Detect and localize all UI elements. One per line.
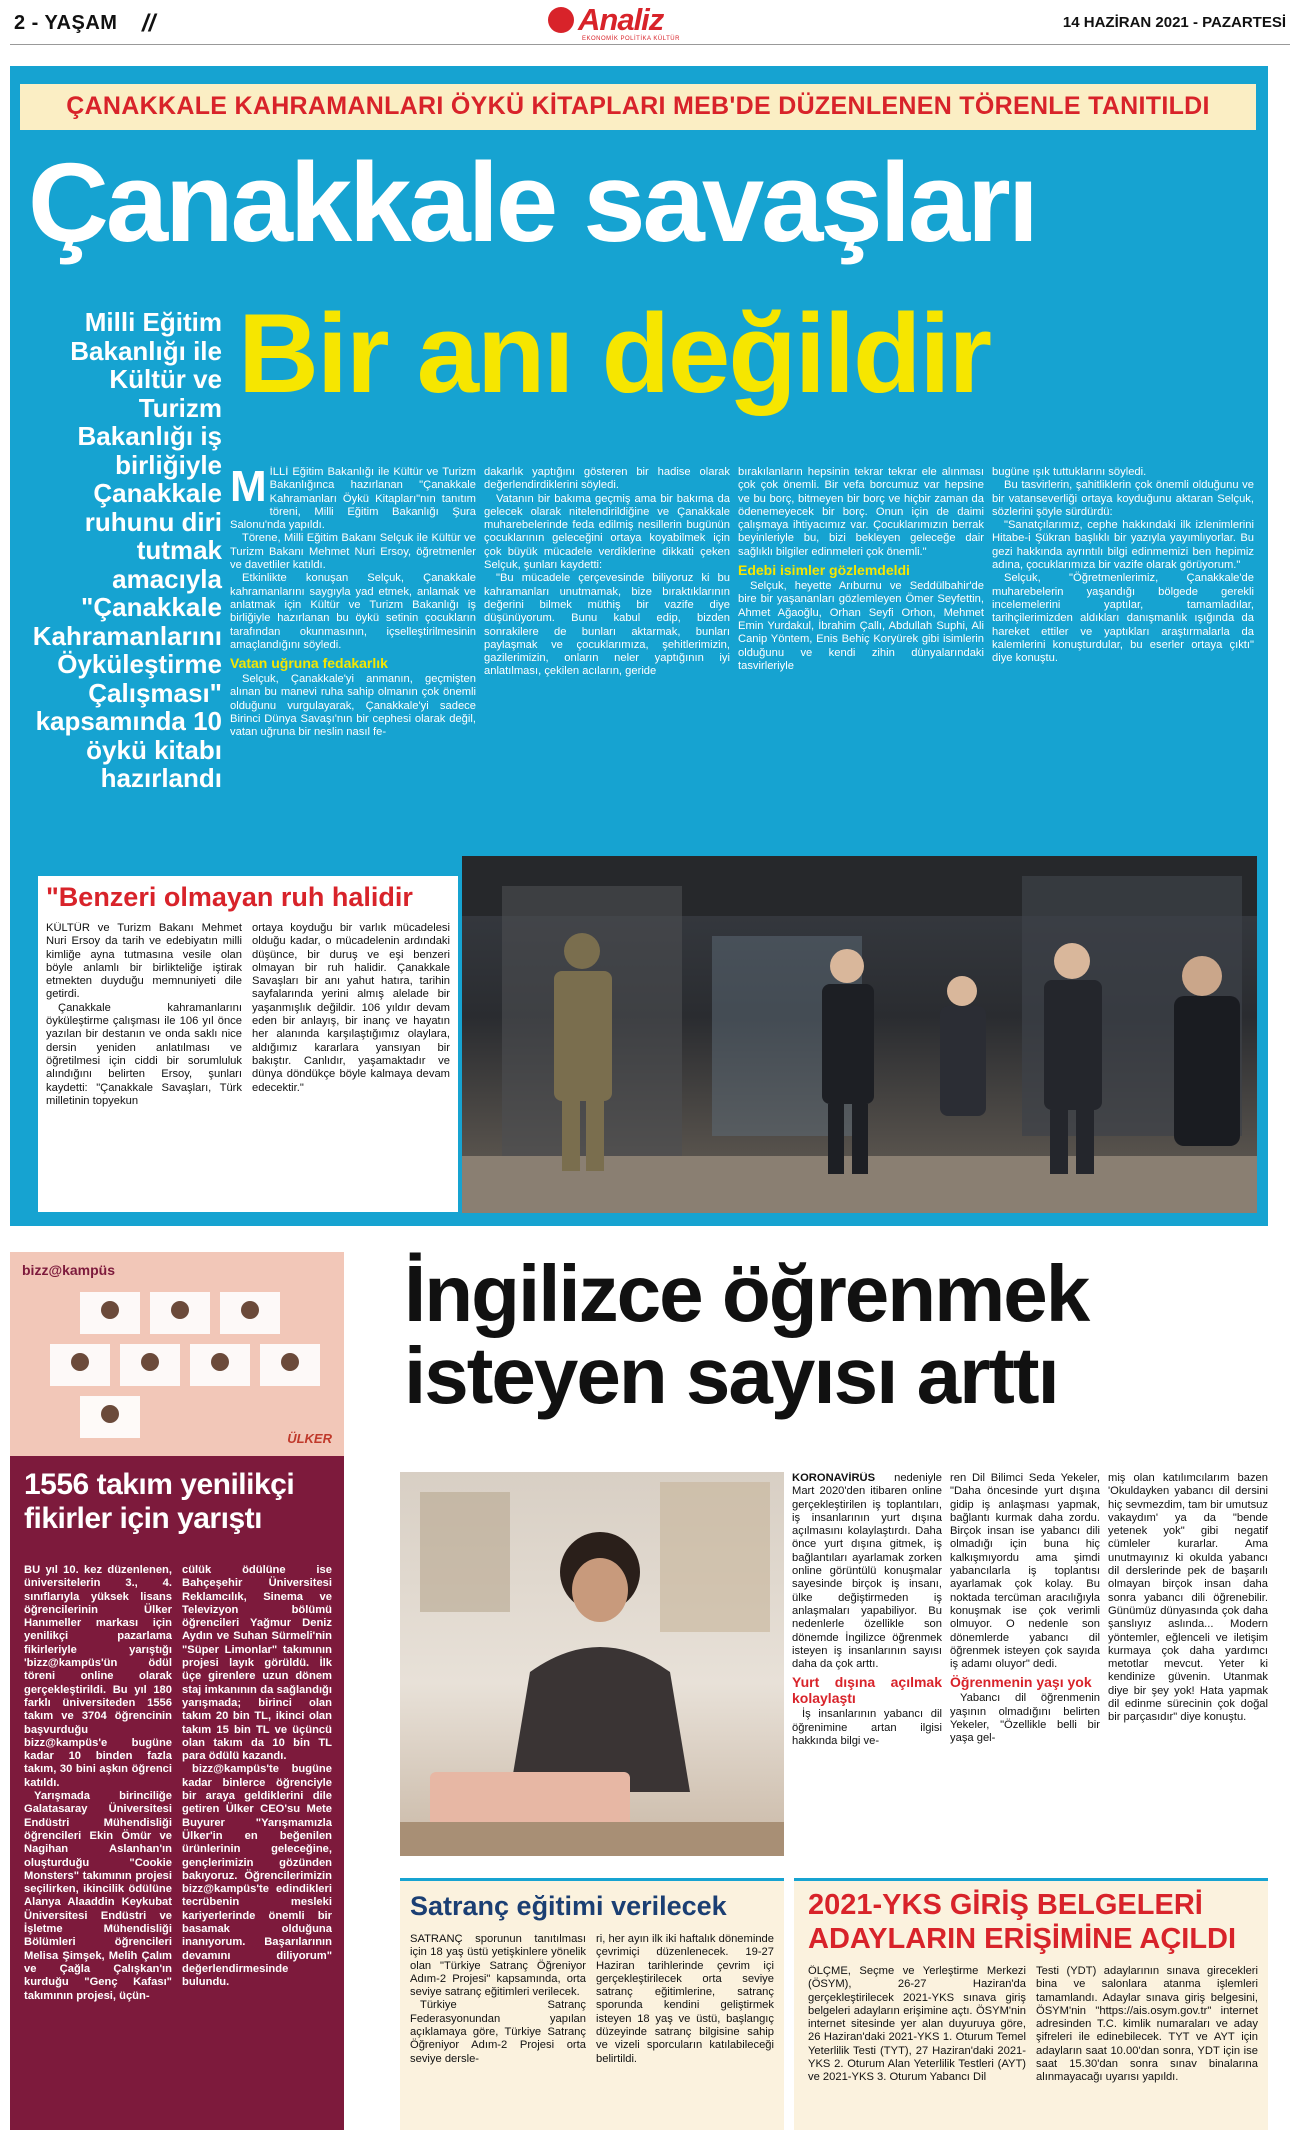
body-paragraph: bırakılanların hepsinin tekrar tekrar ele alınması çok çok önemli. Bir vefa borcumuz var hepsine ve bu borç, bitmeyen bir borç ve hiçbir zaman da ödenemeyecek bir borç. Onun için de daimi çalışmaya ihtiyacımız var. Çocuklarımızın berrak beyinleriyle bu, bizi bekleyen geleceğe dair sağlıklı bilgiler edinmeleri çok önemli." [738,466,984,558]
body-paragraph: ÖLÇME, Seçme ve Yerleştirme Merkezi (ÖSYM), 26-27 Haziran'da gerçekleştirilecek 2021-YKS sınava giriş belgeleri adayların erişimine açtı. ÖSYM'nin internet sitesinde yer alan duyuruya göre, 26 Haziran'daki 2021-YKS 1. Oturum Temel Yeterlilik Testi (TYT), 27 Haziran'daki 2021-YKS 2. Oturum Alan Yeterlilik Testleri (AYT) ve 2021-YKS 3. Oturum Yabancı Dil [808,1965,1026,2084]
body-paragraph: bizz@kampüs'te bugüne kadar binlerce öğrenciyle bir araya geldiklerini dile getiren Ülker CEO'su Mete Buyurer "Yarışmamızla Ülker'in en beğenilen ürünlerinin geleceğine, gençlerimizin gözünden bakıyoruz. Öğrencilerimizin bizz@kampüs'te edindikleri tecrübenin mesleki kariyerlerinde önemli bir basamak olduğuna inanıyorum. Başarılarının devamını diliyorum" değerlendirmesinde bulundu. [182,1763,332,1989]
video-call-grid [10,1252,344,1456]
body-paragraph: Etkinlikte konuşan Selçuk, Çanakkale kahramanlarını saygıyla yad etmek, anlamak ve anlatmak için Kültür ve Turizm Bakanlığı iş birliğiyle hazırlanan bu öykü setinin çocukların tarafından okunmasının, içselleştirilmesinin amaçlandığını söyledi. [230,572,476,651]
body-paragraph: SATRANÇ sporunun tanıtılması için 18 yaş üstü yetişkinlere yönelik olan "Türkiye Satranç Öğreniyor Adım-2 Projesi" kapsamında, orta seviye satranç eğitimleri verilecek. [410,1933,586,1999]
body-paragraph: bugüne ışık tuttuklarını söyledi. [992,466,1147,478]
body-column-2 [1036,1965,1258,2129]
sponsor-brand: ÜLKER [287,1431,332,1446]
article-headline-2: ADAYLARIN ERİŞİMİNE AÇILDI [808,1923,1237,1955]
article-headline-1: 2021-YKS GİRİŞ BELGELERİ [808,1889,1203,1921]
ministers-museum-photo [462,856,1257,1213]
photo-scene [400,1472,784,1856]
body-paragraph: Türkiye Satranç Federasyonundan yapılan açıklamaya göre, Türkiye Satranç Öğreniyor Adım-2 Projesi orta seviye dersle- [410,1999,586,2065]
body-paragraph: İş insanlarının yabancı dil öğrenimine artan ilgisi hakkında bilgi ve- [792,1708,942,1748]
article-headline: 1556 takım yenilikçi fikirler için yarıştı [24,1468,295,1535]
lead-keyword: KORONAVİRÜS [792,1472,876,1484]
issue-date: 14 HAZİRAN 2021 - PAZARTESİ [1062,14,1286,31]
page-header [0,0,1300,46]
article-headline: Satranç eğitimi verilecek [410,1891,727,1921]
header-rule [10,44,1290,45]
body-paragraph: "Sanatçılarımız, cephe hakkındaki ilk izlenimlerini Hitabe-i Şükran başlıklı bir yazıyla yayımlıyorlar. Bu gezi hakkında ayrıntılı bilgi edinmemizi ben hepimiz adına, çocuklarımıza bir vazife olarak görüyorum." [992,519,1254,572]
body-paragraph: miş olan katılımcılarım bazen 'Okuldayken yabancı dil dersini hiç sevmezdim, tam bir umutsuz vakaydım' ya da "bende yetenek yok" gibi negatif cümleler kurarlar. Ama unutmayınız ki okulda yabancı dil derslerinde pek de başarılı olmayan birçok insan daha sonra yabancı dili öğrenebilir. Günümüz dünyasında çok daha şanslıyız aslında... Modern yöntemler, eğlenceli ve iletişim kurmaya çok daha yardımcı metotlar mevcut. Yeter ki kendinize güvenin. Utanmak diye bir şey yok! Hata yapmak dil edinme sürecinin çok doğal bir parçasıdır" diye konuştu. [1108,1472,1268,1724]
body-paragraph: ri, her ayın ilk iki haftalık döneminde çevrimiçi düzenlenecek. 19-27 Haziran tarihlerinde çevrim içi gerçekleştirilecek orta seviye satranç eğitimlerine, satranç sporunda kendini geliştirmek isteyen 18 yaş ve üstü, başlangıç düzeyinde satranç bilgisine sahip ve vizeli sporcuların katılabileceği belirtildi. [596,1933,774,2065]
body-paragraph: Yarışmada birinciliğe Galatasaray Üniversitesi Endüstri Mühendisliği öğrencileri Ekin Ömür ve Nagihan Aslanhan'ın oluşturduğu "Cookie Monsters" takımının projesi seçilirken, ikincilik ödülüne Alanya Alaaddin Keykubat Üniversitesi Endüstri ve İşletme Mühendisliği Bölümleri öğrencileri Melisa Şimşek, Melih Çalım ve Çağla Çalışkan'ın kurduğu "Genç Kafası" takımının projesi, üçün- [24,1790,172,2002]
newspaper-logo: Analiz [578,2,664,37]
body-paragraph: "Bu mücadele çerçevesinde biliyoruz ki bu kahramanları unutmamak, bize bıraktıklarının değerini bilmek müthiş bir vazife diye düşünüyorum. Bunu kabul edip, bizden sonrakilere de bunları aktarmak, bunları paylaşmak ve çocuklarımıza, şehitlerimizin, gazilerimizin, onların neler yaptığının iyi anlatılması, çekilen acıların, geride [484,572,730,678]
bizz-kampus-photo [10,1252,344,1456]
body-paragraph: dakarlık yaptığını gösteren bir hadise olarak değerlendirdiklerini söyledi. [484,466,730,492]
panel-logo: bizz@kampüs [22,1262,116,1278]
body-column-2 [182,1564,332,2124]
body-lead [792,1472,942,1671]
headline-secondary: Bir anı değildir [238,291,991,416]
english-headline-2: isteyen sayısı arttı [404,1331,1058,1420]
sidebar-column-1 [46,922,242,1208]
body-paragraph: Yabancı dil öğrenmenin yaşının olmadığını belirten Yekeler, "Özellikle belli bir yaşa gel- [950,1692,1100,1745]
article-kicker: ÇANAKKALE KAHRAMANLARI ÖYKÜ KİTAPLARI MEB'DE DÜZENLENEN TÖRENLE TANITILDI [66,92,1210,120]
article-spot: Milli Eğitim Bakanlığı ile Kültür ve Turizm Bakanlığı iş birliğiyle Çanakkale ruhunu diri tutmak amacıyla "Çanakkale Kahramanlarını Öyküleştirme Çalışması" kapsamında 10 öykü kitabı hazırlandı [32,307,222,793]
logo-tagline: EKONOMİK POLİTİKA KÜLTÜR [582,36,680,42]
english-column-3 [1108,1472,1268,1858]
body-paragraph: Selçuk, "Öğretmenlerimiz, Çanakkale'de muharebelerin yaşandığı bölgede gerekli incelemelerini yaptılar, tamamladılar, tarihçilerimizden aldıkları danışmanlık ışığında da hareket ettiler ve yaptıkları araştırmalarla da kalemlerini konuşturdular, bu eserler ortaya çıktı" diye konuştu. [992,572,1254,665]
photo-scene [462,856,1257,1213]
body-column-2 [596,1933,774,2129]
quote-sidebar [38,876,458,1212]
body-paragraph: Bu tasvirlerin, şahitliklerin çok önemli olduğunu ve bir vatanseverliği ortaya koyduğunu aktaran Selçuk, sözlerini şöyle sürdürdü: [992,479,1254,518]
lead-text: nedeniyle Mart 2020'den itibaren online gerçekleştirilen iş toplantıları, iş insanlarının yurt dışına açılmasını kolaylaştırdı. Daha önce yurt dışına gitmek, iş bağlantıları ayarlamak zorken online görüntülü konuşmalar sayesinde birçok iş insanı, ülke değiştirmeden iş anlaşmaları yapabiliyor. Bu nedenlerle özellikle son dönemde İngilizce öğrenmek isteyen iş insanlarının sayısı daha da çok arttı. [792,1472,942,1671]
body-paragraph: cülük ödülüne ise Bahçeşehir Üniversitesi Reklamcılık, Sinema ve Televizyon bölümü öğrencileri Yağmur Deniz Aydın ve Suhan Sürmeli'nin "Süper Limonlar" takımının projesi layık görüldü. İlk üçe girenlere uzun dönem staj imkanının da sağlandığı yarışmada; birinci olan takım 20 bin TL, ikinci olan takım 15 bin TL ve üçüncü olan takım da 10 bin TL para ödülü kazandı. [182,1564,332,1763]
body-paragraph: Vatanın bir bakıma geçmiş ama bir bakıma da gelecek olarak nitelendirildiğine ve Çanakkale muharebelerinde feda edilmiş nesillerin bugünün çocuklarının geleceğini ortaya koyabilmek için çok büyük mücadele verdiklerine dikkati çeken Selçuk, şunları kaydetti: [484,492,730,572]
section-label: 2 - YAŞAM [14,12,118,34]
english-column-1 [792,1472,942,1858]
subheading: Yurt dışına açılmak kolaylaştı [792,1674,942,1707]
body-column-1 [24,1564,172,2124]
sidebar-paragraph: KÜLTÜR ve Turizm Bakanı Mehmet Nuri Ersoy da tarih ve edebiyatın milli kimliğe ayna tutmasına vesile olan böyle anlamlı bir birlikteliğe iştirak etmekten duyduğu memnuniyeti dile getirdi. [46,922,242,1001]
body-column-4 [992,466,1254,826]
yks-article [794,1878,1268,2130]
body-paragraph: Selçuk, Çanakkale'yi anmanın, geçmişten alınan bu manevi ruha sahip olmanın çok önemli olduğunu vurgulayarak, Çanakkale'yi sadece Birinci Dünya Savaşı'nın bir cephesi olarak değil, vatan uğruna bir neslin nasıl fe- [230,673,476,739]
section-slash-mark: // [142,10,156,37]
woman-laptop-photo [400,1472,784,1856]
sidebar-paragraph: Çanakkale kahramanlarını öyküleştirme çalışması ile 106 yıl önce yazılan bir destanın ve onda saklı nice dersin yeniden anlatılması ve öğretilmesi için ciddi bir sorumluluk alındığını belirten Ersoy, şunları kaydetti: "Çanakkale Savaşları, Türk milletinin topyekun [46,1001,242,1107]
body-paragraph: Selçuk, heyette Arıburnu ve Seddülbahir'de bire bir yaşananları gözlemleyen Ömer Seyfettin, Ahmet Ağaoğlu, Orhan Seyfi Orhon, Mehmet Emin Yurdakul, İbrahim Çallı, Abdullah Suphi, Ali Canip Yöntem, Enis Behiç Koryürek gibi isimlerin olduğunu ve kendi zihin dünyalarındaki tasvirleriyle [738,580,984,672]
body-column-1 [410,1933,586,2129]
body-paragraph: Törene, Milli Eğitim Bakanı Selçuk ile Kültür ve Turizm Bakanı Mehmet Nuri Ersoy, öğretmenler ve davetliler katıldı. [230,532,476,572]
sidebar-column-2 [252,922,450,1208]
body-column-1 [808,1965,1026,2129]
chess-article [400,1878,784,2130]
logo-mark-icon [548,7,574,33]
body-lead: BU yıl 10. kez düzenlenen, üniversitelerin 3., 4. sınıflarıyla yüksek lisans öğrencilerinin Ülker Hanımeller markası için yenilikçi pazarlama fikirleriyle yarıştığı 'bizz@kampüs'ün ödül töreni online olarak gerçekleştirildi. Bu yıl 180 farklı üniversiteden 1556 takım ve 3704 öğrencinin başvurduğu bizz@kampüs'e bugüne kadar 10 binden fazla takım, 30 bini aşkın öğrenci katıldı. [24,1564,172,1789]
subheading: Vatan uğruna fedakarlık [230,655,388,672]
headline-main: Çanakkale savaşları [28,140,1036,265]
article-kicker-bar [20,84,1256,130]
english-headline-1: İngilizce öğrenmek [404,1249,1089,1338]
sidebar-paragraph: ortaya koyduğu bir varlık mücadelesi olduğu kadar, o mücadelenin ardındaki düşünce, bir duruş ve eşi benzeri olmayan bir ruh halidir. Çanakkale Savaşları bir anı yahut hatıra, tarihin sayfalarında yerini almış alelade bir yaşanmışlık değildir. 106 yıldır devam eden bir anlayış, bir inanç ve hayatın her alanında karşılaştığımız olaylara, aldığımız kararlara yansıyan bir bakıştır. Canlıdır, yaşamaktadır ve dünya döndükçe böyle kalmaya devam edecektir." [252,922,450,1094]
body-lead: İLLİ Eğitim Bakanlığı ile Kültür ve Turizm Bakanlığınca hazırlanan "Çanakkale Kahramanları Öykü Kitapları"nın tanıtım töreni, Milli Eğitim Bakanlığı Şura Salonu'nda yapıldı. [230,466,476,532]
canakkale-article [10,66,1268,1226]
body-column-1 [230,466,476,866]
body-paragraph: Testi (YDT) adaylarının sınava girecekleri bina ve salonlara atanma işlemleri tamamlandı. Adaylar sınava giriş belgesini, ÖSYM'nin "https://ais.osym.gov.tr" internet adresinden T.C. kimlik numaraları ve aday şifreleri ile edinebilecek. TYT ve AYT için adayların saat 10.00'dan sonra, YDT için ise saat 15.30'dan sonra sınav binalarına alınmayacağı uyarısı yapıldı. [1036,1965,1258,2084]
body-paragraph: ren Dil Bilimci Seda Yekeler, "Daha öncesinde yurt dışına gidip iş anlaşması yapmak, bağlantı kurmak daha zordu. Birçok insan ise yabancı dili olmadığı için buna hiç kalkışmıyordu ama şimdi yabancılarla iş toplantısı ayarlamak çok kolay. Bu noktada tercüman aracılığıyla konuşmak ise çok verimli olmuyor. O nedenle son dönemlerde yabancı dil öğrenmek isteyen çok sayıda iş adamı oluyor" dedi. [950,1472,1100,1671]
english-column-2 [950,1472,1100,1858]
drop-cap: M [230,466,267,511]
subheading: Öğrenmenin yaşı yok [950,1674,1092,1691]
subheading: Edebi isimler gözlemdeldi [738,562,910,579]
visitor-figure [940,976,986,1116]
sidebar-title: "Benzeri olmayan ruh halidir [46,882,413,912]
body-column-3 [738,466,984,826]
body-column-2 [484,466,730,826]
bizz-kampus-article [10,1456,344,2130]
